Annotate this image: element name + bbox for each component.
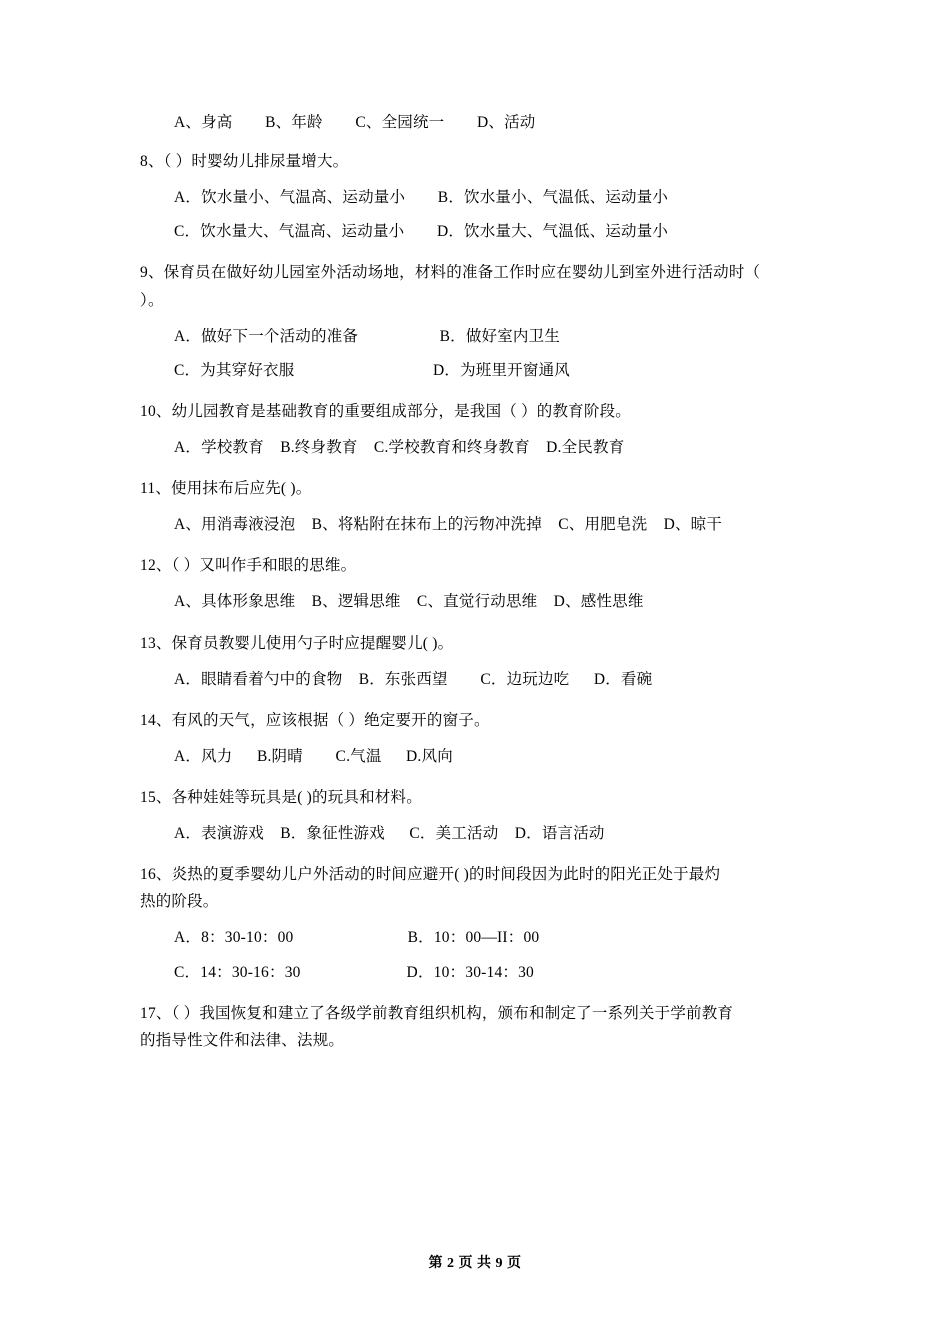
option-line: A．饮水量小、气温高、运动量小 B．饮水量小、气温低、运动量小 [174,189,669,207]
option-line: A．学校教育 B.终身教育 C.学校教育和终身教育 D.全民教育 [174,438,625,456]
question-stem: 8、（ ）时婴幼儿排尿量增大。 [140,153,349,171]
option-line: A．做好下一个活动的准备 B．做好室内卫生 [174,327,561,345]
question-17 [140,1001,830,1053]
question-15 [140,785,830,846]
question-stem-cont: ）。 [140,291,164,309]
question-stem: 11、使用抹布后应先( )。 [140,480,312,498]
question-11 [140,476,830,537]
question-stem: 13、保育员教婴儿使用勺子时应提醒婴儿( )。 [140,634,454,652]
question-stem-cont: 热的阶段。 [140,893,219,911]
question-8 [140,149,830,244]
question-stem: 10、幼儿园教育是基础教育的重要组成部分，是我国（ ）的教育阶段。 [140,402,631,420]
page-footer [0,1252,950,1272]
option-line: C．饮水量大、气温高、运动量小 D．饮水量大、气温低、运动量小 [174,223,669,241]
question-stem: 9、保育员在做好幼儿园室外活动场地，材料的准备工作时应在婴幼儿到室外进行活动时（ [140,264,761,282]
question-9 [140,260,830,382]
question-stem: 16、炎热的夏季婴幼儿户外活动的时间应避开( )的时间段因为此时的阳光正处于最灼 [140,866,721,884]
question-16 [140,862,830,984]
question-stem-cont: 的指导性文件和法律、法规。 [140,1031,345,1049]
page-content [140,110,830,1053]
option-line: A．8：30-10：00 B．10：00—II：00 [174,929,540,947]
page-footer-text: 第 2 页 共 9 页 [428,1256,522,1271]
question-14 [140,708,830,769]
option-line: C．为其穿好衣服 D．为班里开窗通风 [174,361,570,379]
option-line: A．表演游戏 B．象征性游戏 C．美工活动 D．语言活动 [174,825,605,843]
option-line: A、用消毒液浸泡 B、将粘附在抹布上的污物冲洗掉 C、用肥皂洗 D、晾干 [174,516,723,534]
question-stem: 17、（ ）我国恢复和建立了各级学前教育组织机构，颁布和制定了一系列关于学前教育 [140,1004,734,1022]
question-10 [140,399,830,460]
option-line: C．14：30-16：30 D．10：30-14：30 [174,963,535,981]
option-line: A．风力 B.阴晴 C.气温 D.风向 [174,747,453,765]
question-stem: 14、有风的天气，应该根据（ ）绝定要开的窗子。 [140,711,490,729]
question-12 [140,553,830,614]
option-line: A．眼睛看着勺中的食物 B．东张西望 C．边玩边吃 D．看碗 [174,670,653,688]
question-stem: 15、各种娃娃等玩具是( )的玩具和材料。 [140,788,422,806]
option-line: A、具体形象思维 B、逻辑思维 C、直觉行动思维 D、感性思维 [174,593,644,611]
orphan-options-line: A、身高 B、年龄 C、全园统一 D、活动 [174,114,536,131]
question-13 [140,631,830,692]
question-stem: 12、（ ）又叫作手和眼的思维。 [140,557,357,575]
